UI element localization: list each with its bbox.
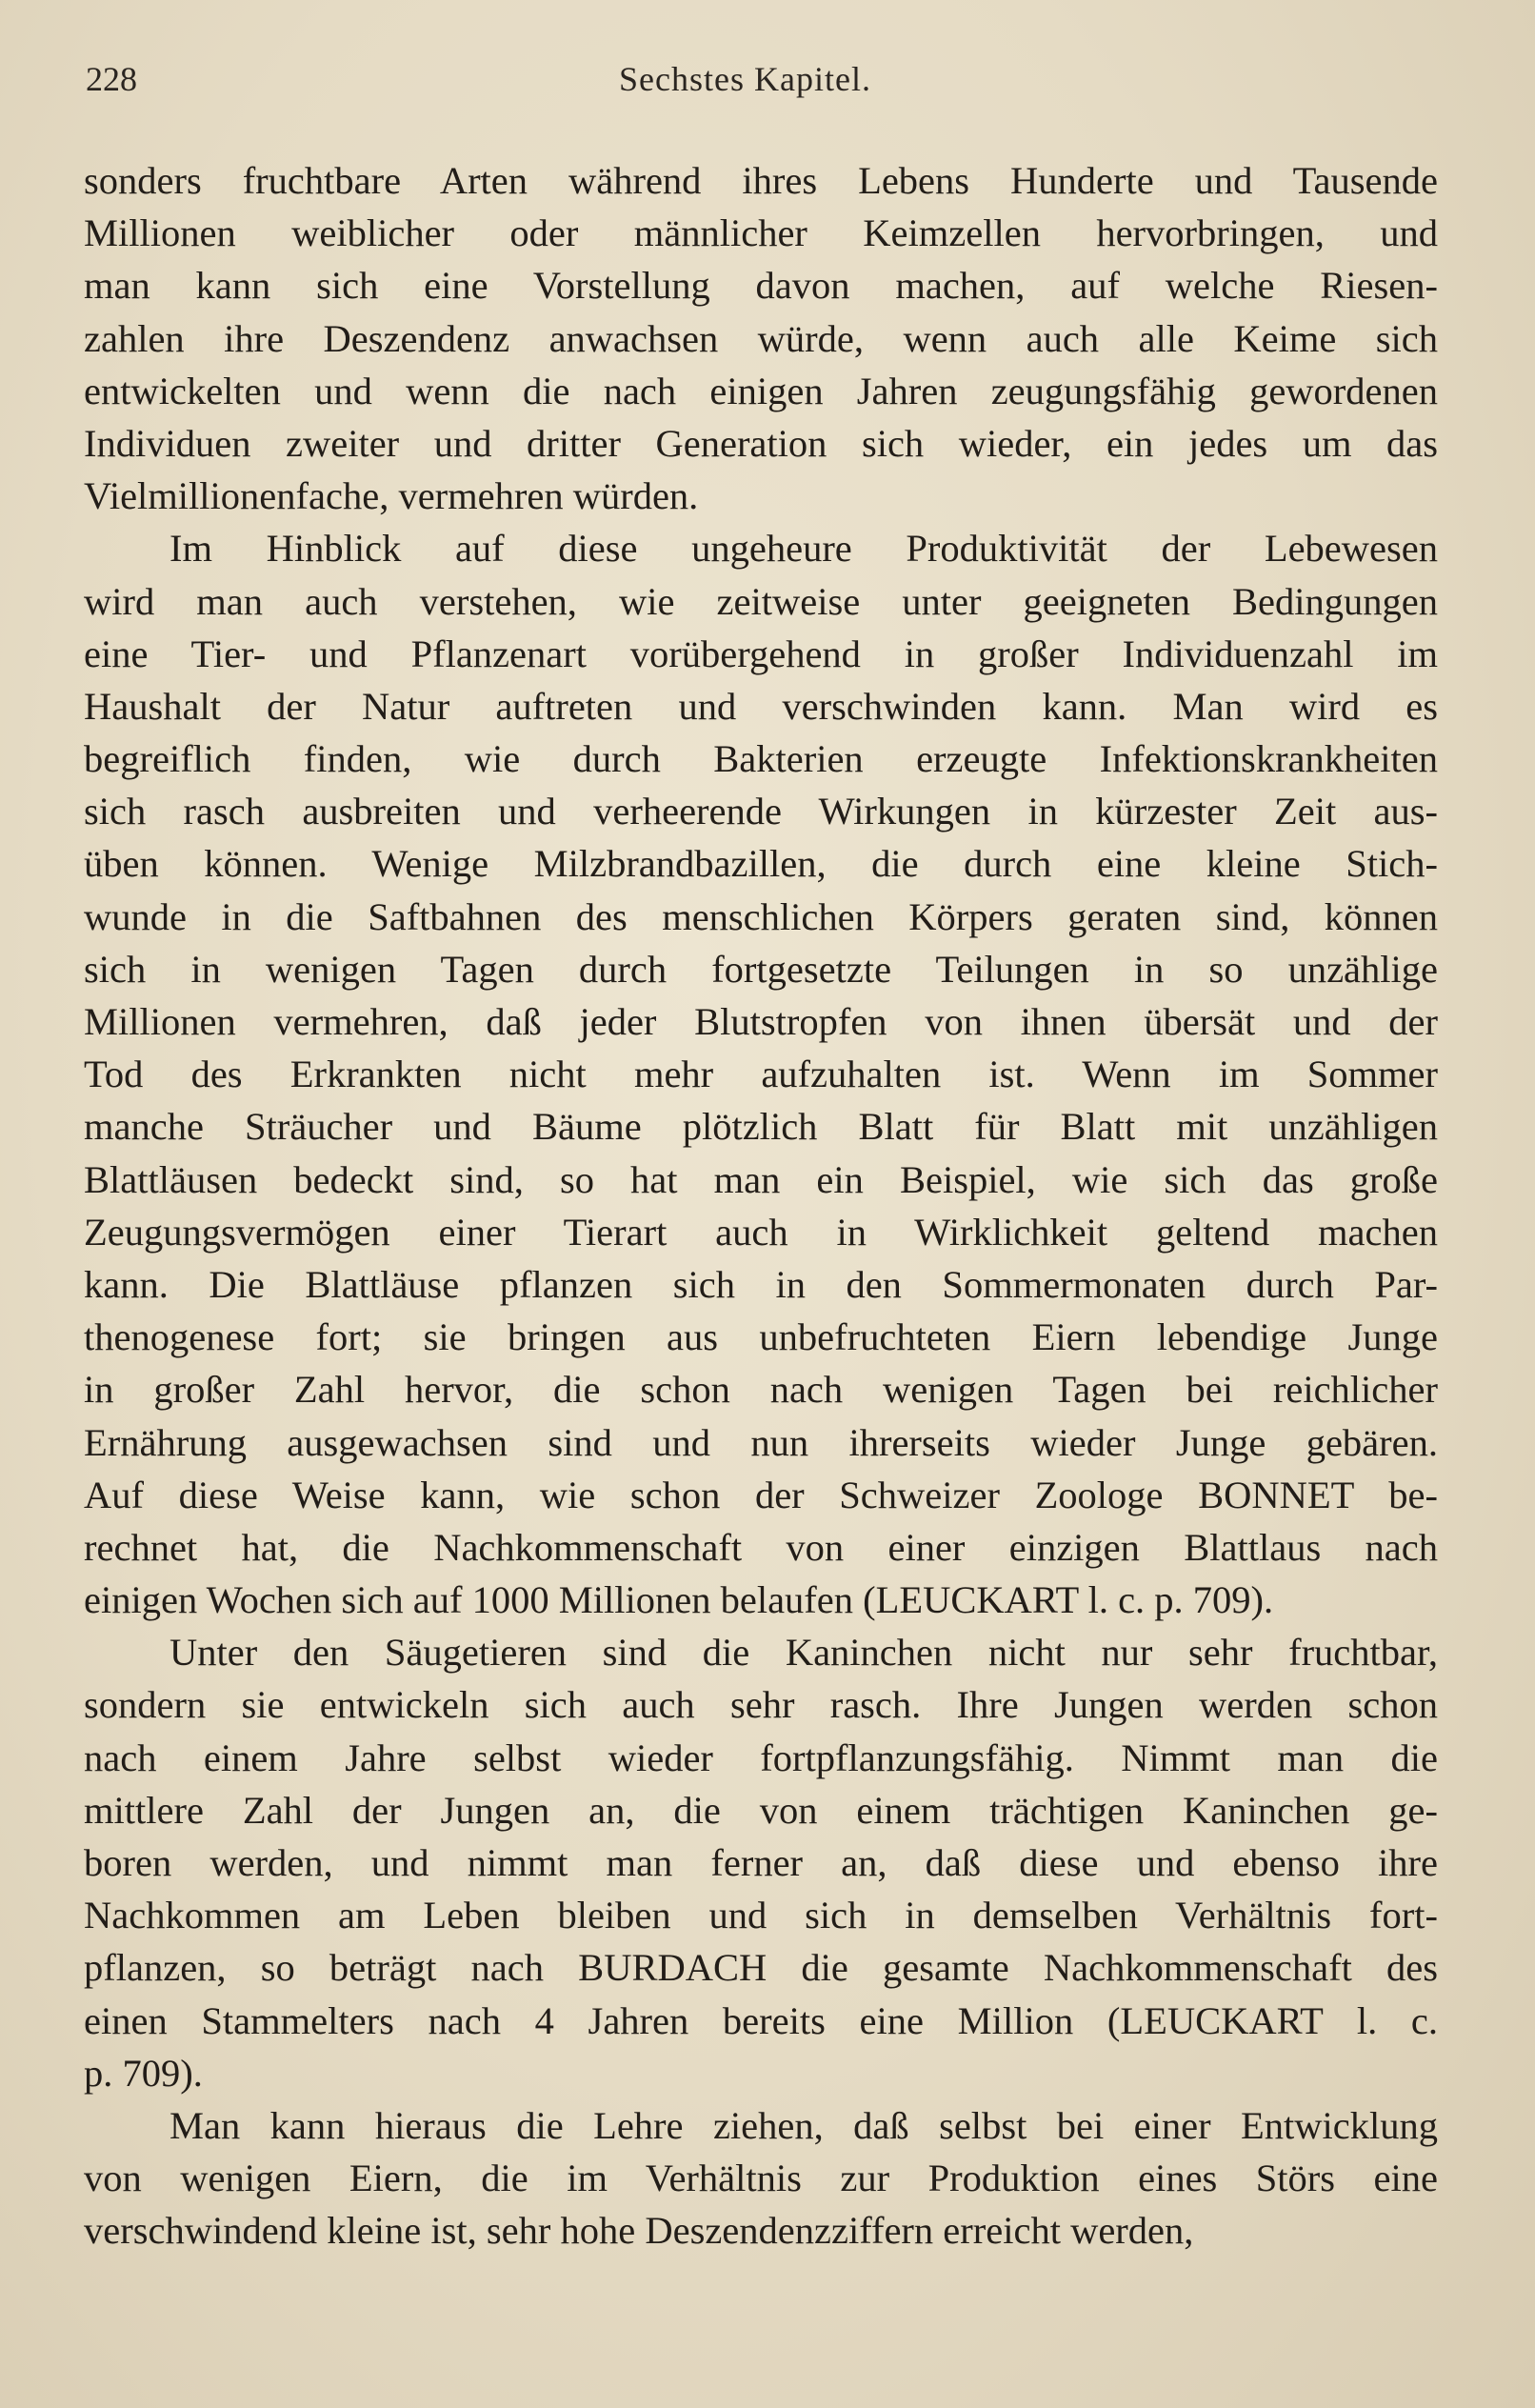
text-line: Unter den Säugetieren sind die Kaninchen nicht nur sehr fruchtbar,	[169, 1631, 1438, 1675]
page-number: 228	[86, 60, 137, 98]
text-line: wunde in die Saftbahnen des menschlichen Körpers geraten sind, können	[84, 894, 1438, 938]
paragraph	[84, 1626, 1438, 2099]
running-head	[86, 59, 1438, 112]
text-line: einen Stammelters nach 4 Jahren bereits eine Million (LEUCKART l. c.	[84, 1998, 1438, 2042]
text-line: Im Hinblick auf diese ungeheure Produktivität der Lebewesen	[169, 527, 1438, 571]
text-line: p. 709).	[84, 2051, 203, 2095]
text-line: begreiflich finden, wie durch Bakterien erzeugte Infektionskrankheiten	[84, 737, 1438, 781]
body-text	[84, 154, 1438, 2258]
text-line: manche Sträucher und Bäume plötzlich Blatt für Blatt mit unzähligen	[84, 1105, 1438, 1149]
text-line: Auf diese Weise kann, wie schon der Schweizer Zoologe BONNET be-	[84, 1473, 1438, 1516]
text-line: pflanzen, so beträgt nach BURDACH die gesamte Nachkommenschaft des	[84, 1946, 1438, 1990]
text-line: Man kann hieraus die Lehre ziehen, daß selbst bei einer Entwicklung	[169, 2103, 1438, 2147]
text-line: Nachkommen am Leben bleiben und sich in demselben Verhältnis fort-	[84, 1894, 1438, 1937]
paragraph	[84, 154, 1438, 522]
text-line: entwickelten und wenn die nach einigen Jahren zeugungsfähig gewordenen	[84, 369, 1438, 412]
text-line: von wenigen Eiern, die im Verhältnis zur Produktion eines Störs eine	[84, 2157, 1438, 2200]
text-line: in großer Zahl hervor, die schon nach wenigen Tagen bei reichlicher	[84, 1368, 1438, 1412]
paragraph	[84, 522, 1438, 1626]
text-line: sondern sie entwickeln sich auch sehr rasch. Ihre Jungen werden schon	[84, 1683, 1438, 1727]
text-line: sich in wenigen Tagen durch fortgesetzte Teilungen in so unzählige	[84, 947, 1438, 991]
text-line: Millionen vermehren, daß jeder Blutstropfen von ihnen übersät und der	[84, 1000, 1438, 1043]
text-line: eine Tier- und Pflanzenart vorübergehend in großer Individuenzahl im	[84, 632, 1438, 675]
text-line: einigen Wochen sich auf 1000 Millionen belaufen (LEUCKART l. c. p. 709).	[84, 1578, 1274, 1622]
text-line: man kann sich eine Vorstellung davon machen, auf welche Riesen-	[84, 264, 1438, 308]
text-line: Vielmillionenfache, vermehren würden.	[84, 474, 699, 518]
text-line: rechnet hat, die Nachkommenschaft von einer einzigen Blattlaus nach	[84, 1525, 1438, 1569]
text-line: thenogenese fort; sie bringen aus unbefruchteten Eiern lebendige Junge	[84, 1315, 1438, 1359]
paragraph	[84, 2099, 1438, 2258]
text-line: Ernährung ausgewachsen sind und nun ihrerseits wieder Junge gebären.	[84, 1420, 1438, 1464]
text-line: Blattläusen bedeckt sind, so hat man ein Beispiel, wie sich das große	[84, 1157, 1438, 1201]
text-line: zahlen ihre Deszendenz anwachsen würde, wenn auch alle Keime sich	[84, 316, 1438, 360]
text-line: sich rasch ausbreiten und verheerende Wirkungen in kürzester Zeit aus-	[84, 790, 1438, 833]
text-line: üben können. Wenige Milzbrandbazillen, die durch eine kleine Stich-	[84, 842, 1438, 886]
text-line: verschwindend kleine ist, sehr hohe Deszendenzziffern erreicht werden,	[84, 2209, 1194, 2253]
chapter-title: Sechstes Kapitel.	[619, 60, 871, 98]
text-line: boren werden, und nimmt man ferner an, daß diese und ebenso ihre	[84, 1841, 1438, 1884]
text-line: sonders fruchtbare Arten während ihres Lebens Hunderte und Tausende	[84, 159, 1438, 202]
text-line: mittlere Zahl der Jungen an, die von einem trächtigen Kaninchen ge-	[84, 1788, 1438, 1832]
text-line: wird man auch verstehen, wie zeitweise unter geeigneten Bedingungen	[84, 579, 1438, 623]
text-line: Individuen zweiter und dritter Generation sich wieder, ein jedes um das	[84, 421, 1438, 465]
text-line: kann. Die Blattläuse pflanzen sich in den Sommermonaten durch Par-	[84, 1262, 1438, 1306]
text-line: Tod des Erkrankten nicht mehr aufzuhalten ist. Wenn im Sommer	[84, 1053, 1438, 1096]
text-line: nach einem Jahre selbst wieder fortpflanzungsfähig. Nimmt man die	[84, 1736, 1438, 1779]
text-line: Zeugungsvermögen einer Tierart auch in Wirklichkeit geltend machen	[84, 1210, 1438, 1254]
text-line: Haushalt der Natur auftreten und verschwinden kann. Man wird es	[84, 684, 1438, 728]
text-line: Millionen weiblicher oder männlicher Keimzellen hervorbringen, und	[84, 211, 1438, 255]
